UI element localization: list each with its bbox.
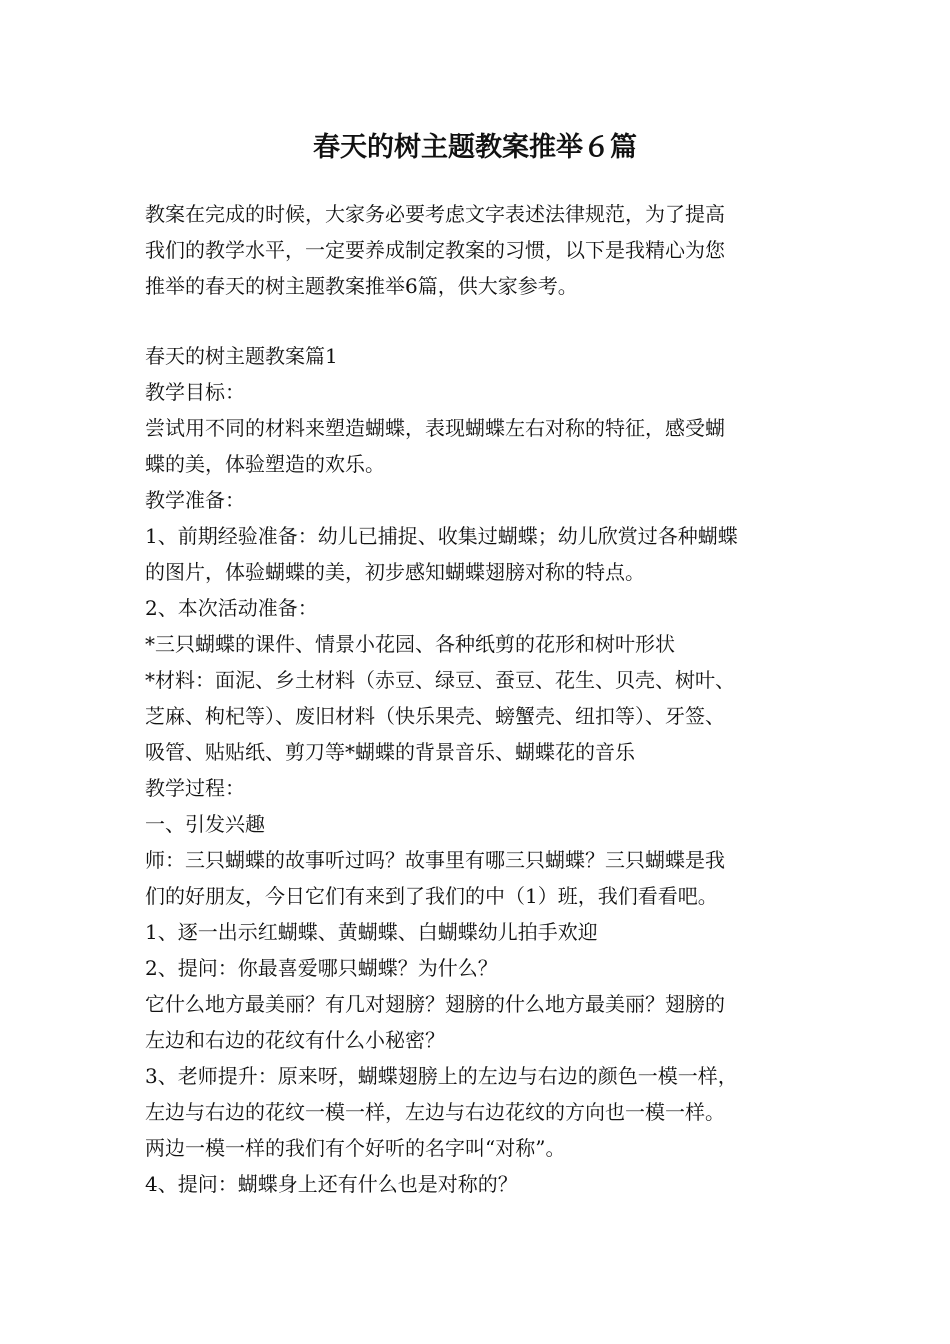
body-line: 们的好朋友，今日它们有来到了我们的中（1）班，我们看看吧。 bbox=[145, 884, 718, 908]
body-line: 师：三只蝴蝶的故事听过吗？故事里有哪三只蝴蝶？三只蝴蝶是我 bbox=[145, 848, 725, 872]
body-line: 两边一模一样的我们有个好听的名字叫“对称”。 bbox=[145, 1136, 566, 1160]
body-line: *三只蝴蝶的课件、情景小花园、各种纸剪的花形和树叶形状 bbox=[145, 632, 675, 656]
subheading-goals: 教学目标： bbox=[145, 380, 245, 404]
body-line: 1、前期经验准备：幼儿已捕捉、收集过蝴蝶；幼儿欣赏过各种蝴蝶 bbox=[145, 524, 738, 548]
intro-line-1: 教案在完成的时候，大家务必要考虑文字表述法律规范，为了提高 bbox=[145, 202, 725, 226]
body-line: 芝麻、枸杞等）、废旧材料（快乐果壳、螃蟹壳、纽扣等）、牙签、 bbox=[145, 704, 725, 728]
intro-line-3: 推举的春天的树主题教案推举6篇，供大家参考。 bbox=[145, 274, 578, 298]
document-title: 春天的树主题教案推举６篇 bbox=[313, 132, 637, 163]
body-line: 吸管、贴贴纸、剪刀等*蝴蝶的背景音乐、蝴蝶花的音乐 bbox=[145, 740, 635, 764]
body-line: 一、引发兴趣 bbox=[145, 812, 265, 836]
body-line: 4、提问：蝴蝶身上还有什么也是对称的？ bbox=[145, 1172, 518, 1196]
body-line: 1、逐一出示红蝴蝶、黄蝴蝶、白蝴蝶幼儿拍手欢迎 bbox=[145, 920, 598, 944]
body-line: 左边和右边的花纹有什么小秘密？ bbox=[145, 1028, 445, 1052]
intro-line-2: 我们的教学水平，一定要养成制定教案的习惯，以下是我精心为您 bbox=[145, 238, 725, 262]
body-line: 尝试用不同的材料来塑造蝴蝶，表现蝴蝶左右对称的特征，感受蝴 bbox=[145, 416, 725, 440]
body-line: 2、提问：你最喜爱哪只蝴蝶？为什么？ bbox=[145, 956, 498, 980]
body-line: 的图片，体验蝴蝶的美，初步感知蝴蝶翅膀对称的特点。 bbox=[145, 560, 645, 584]
section-heading: 春天的树主题教案篇1 bbox=[145, 344, 338, 368]
body-line: 2、本次活动准备： bbox=[145, 596, 318, 620]
body-line: 它什么地方最美丽？有几对翅膀？翅膀的什么地方最美丽？翅膀的 bbox=[145, 992, 725, 1016]
body-line: 蝶的美，体验塑造的欢乐。 bbox=[145, 452, 385, 476]
body-line: *材料：面泥、乡土材料（赤豆、绿豆、蚕豆、花生、贝壳、树叶、 bbox=[145, 668, 735, 692]
body-line: 左边与右边的花纹一模一样，左边与右边花纹的方向也一模一样。 bbox=[145, 1100, 725, 1124]
subheading-process: 教学过程： bbox=[145, 776, 245, 800]
subheading-preparation: 教学准备： bbox=[145, 488, 245, 512]
body-line: 3、老师提升：原来呀，蝴蝶翅膀上的左边与右边的颜色一模一样， bbox=[145, 1064, 738, 1088]
